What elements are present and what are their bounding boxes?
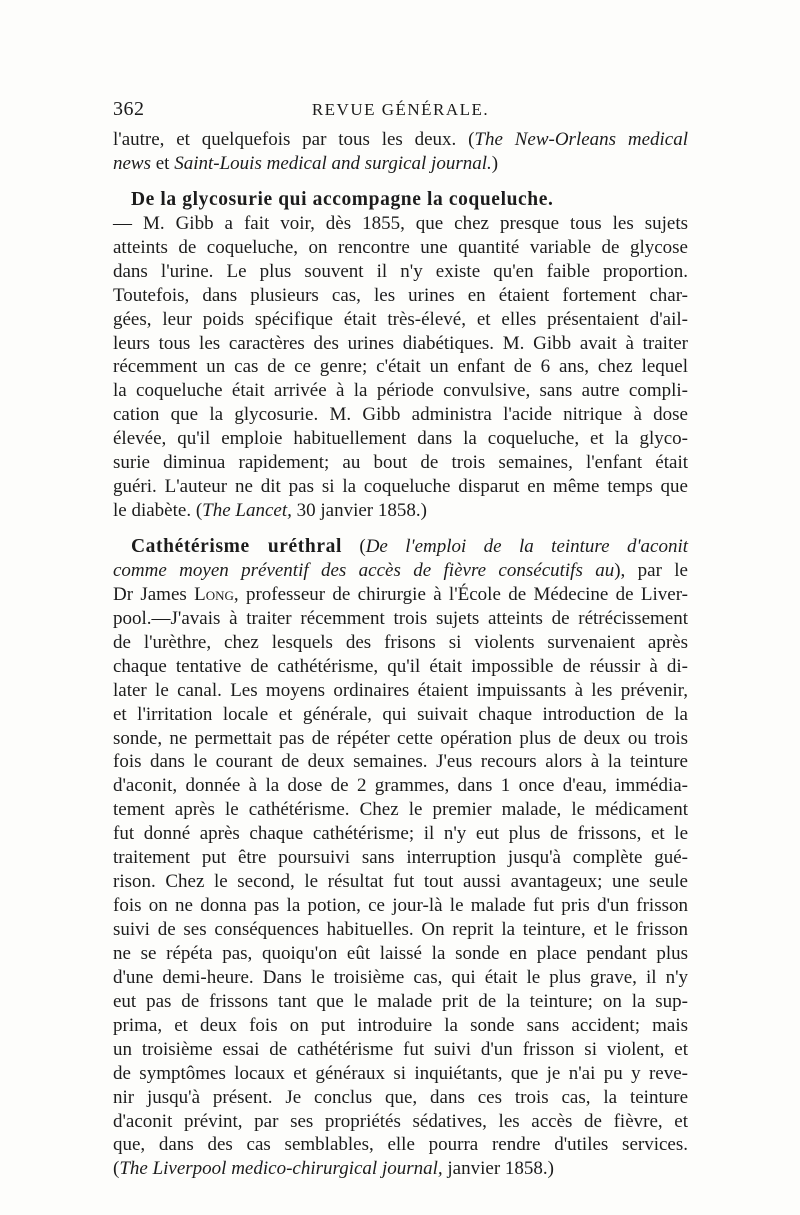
text-line: nir jusqu'à présent. Je conclus que, dans ces trois cas, la teinture bbox=[113, 1086, 688, 1108]
text-segment: l'autre, et quelquefois par tous les deux. ( bbox=[113, 129, 475, 150]
text-line: prima, et deux fois on put introduire la sonde sans accident; mais bbox=[113, 1014, 688, 1036]
text-line: fut donné après chaque cathétérisme; il n'y eut plus de frissons, et le bbox=[113, 823, 688, 845]
body-text bbox=[113, 128, 688, 1181]
section-heading-catheterisme: Cathétérisme uréthral bbox=[131, 536, 342, 557]
text-line: la coqueluche était arrivée à la période convulsive, sans autre compli- bbox=[113, 380, 688, 402]
page-number: 362 bbox=[113, 98, 145, 120]
journal-title: The Lancet, bbox=[202, 500, 292, 522]
section-gap bbox=[113, 176, 688, 188]
text-line: cation que la glycosurie. M. Gibb administra l'acide nitrique à dose bbox=[113, 404, 688, 426]
text-line: d'aconit prévint, par ses propriétés sédatives, les accès de fièvre, et bbox=[113, 1110, 688, 1132]
text-segment: le diabète. ( bbox=[113, 500, 203, 522]
text-line: guéri. L'auteur ne dit pas si la coqueluche disparut en même temps que bbox=[113, 476, 688, 498]
text-line: suivi de ses conséquences habituelles. On reprit la teinture, et le frisson bbox=[113, 919, 688, 940]
text-line: sonde, ne permettait pas de répéter cette opération plus de deux ou trois bbox=[113, 727, 688, 749]
text-line: Toutefois, dans plusieurs cas, les urines en étaient fortement char- bbox=[113, 284, 688, 306]
text-segment: ), par le bbox=[614, 559, 688, 581]
text-segment: ( bbox=[341, 536, 366, 557]
text-line: eut pas de frissons tant que le malade prit de la teinture; on la sup- bbox=[113, 990, 688, 1012]
text-segment: et bbox=[151, 152, 175, 174]
author-name: Long bbox=[194, 583, 234, 605]
text-line bbox=[113, 583, 688, 607]
text-segment: ) bbox=[491, 152, 499, 174]
text-line: atteints de coqueluche, on rencontre une quantité variable de glycose bbox=[113, 236, 688, 258]
journal-title: news bbox=[113, 152, 151, 174]
text-segment: Dr James bbox=[113, 583, 195, 605]
text-line: rison. Chez le second, le résultat fut tout aussi avantageux; une seule bbox=[113, 871, 688, 893]
text-line: d'aconit, donnée à la dose de 2 grammes, dans 1 once d'eau, immédia- bbox=[113, 775, 688, 797]
text-line: un troisième essai de cathétérisme fut suivi d'un frisson si violent, et bbox=[113, 1038, 688, 1060]
text-line: d'une demi-heure. Dans le troisième cas, qui était le plus grave, il n'y bbox=[113, 966, 688, 988]
text-line bbox=[113, 559, 688, 583]
text-line: leurs tous les caractères des urines diabétiques. M. Gibb avait à traiter bbox=[113, 332, 688, 354]
text-line: fois dans le courant de deux semaines. J'eus recours alors à la teinture bbox=[113, 751, 688, 773]
text-line: récemment un cas de ce genre; c'était un enfant de 6 ans, chez lequel bbox=[113, 356, 688, 378]
text-segment: janvier 1858.) bbox=[442, 1158, 554, 1180]
text-line: traitement put être poursuivi sans interruption jusqu'à complète gué- bbox=[113, 847, 688, 869]
text-line: pool.—J'avais à traiter récemment trois sujets atteints de rétrécissement bbox=[113, 607, 688, 629]
text-line: later le canal. Les moyens ordinaires étaient impuissants à les prévenir, bbox=[113, 679, 688, 701]
text-segment: 30 janvier 1858.) bbox=[291, 500, 427, 522]
text-line: dans l'urine. Le plus souvent il n'y existe qu'en faible proportion. bbox=[113, 260, 688, 282]
text-segment: ( bbox=[113, 1158, 120, 1180]
subtitle-italic: comme moyen préventif des accès de fièvre consécutifs au bbox=[113, 559, 615, 581]
text-line bbox=[113, 152, 688, 176]
section-heading-glycosurie: De la glycosurie qui accompagne la coqueluche. bbox=[131, 188, 554, 210]
text-line: — M. Gibb a fait voir, dès 1855, que chez presque tous les sujets bbox=[113, 212, 688, 234]
text-line: ne se répéta pas, quoiqu'on eût laissé la sonde en place pendant plus bbox=[113, 942, 688, 964]
text-line: de symptômes locaux et généraux si inquiétants, que je n'ai pu y reve- bbox=[113, 1062, 688, 1084]
section-heading-line bbox=[113, 535, 688, 559]
text-segment: , professeur de chirurgie à l'École de Médecine de Liver- bbox=[233, 583, 688, 605]
journal-title: The New-Orleans medical bbox=[474, 129, 688, 150]
section-heading-line bbox=[113, 188, 688, 212]
text-line: surie diminua rapidement; au bout de trois semaines, l'enfant était bbox=[113, 452, 688, 474]
text-line bbox=[113, 499, 688, 523]
running-head: REVUE GÉNÉRALE. bbox=[311, 100, 490, 119]
text-line bbox=[113, 1157, 688, 1181]
text-line: de l'urèthre, chez lesquels des frisons si violents survenaient après bbox=[113, 631, 688, 653]
text-line: chaque tentative de cathétérisme, qu'il était impossible de réussir à di- bbox=[113, 655, 688, 677]
text-line: gées, leur poids spécifique était très-élevé, et elles présentaient d'ail- bbox=[113, 308, 688, 330]
text-line: fois on ne donna pas la potion, ce jour-là le malade fut pris d'un frisson bbox=[113, 895, 688, 917]
text-line bbox=[113, 128, 688, 152]
text-line: que, dans des cas semblables, elle pourra rendre d'utiles services. bbox=[113, 1134, 688, 1156]
journal-title: The Liverpool medico-chirurgical journal, bbox=[119, 1158, 443, 1180]
page-header bbox=[113, 98, 688, 122]
section-gap bbox=[113, 523, 688, 535]
text-line: et l'irritation locale et générale, qui suivait chaque introduction de la bbox=[113, 703, 688, 725]
subtitle-italic: De l'emploi de la teinture d'aconit bbox=[365, 536, 688, 557]
journal-title: Saint-Louis medical and surgical journal. bbox=[174, 152, 492, 174]
text-line: tement après le cathétérisme. Chez le premier malade, le médicament bbox=[113, 799, 688, 821]
text-line: élevée, qu'il emploie habituellement dans la coqueluche, et la glyco- bbox=[113, 428, 688, 450]
